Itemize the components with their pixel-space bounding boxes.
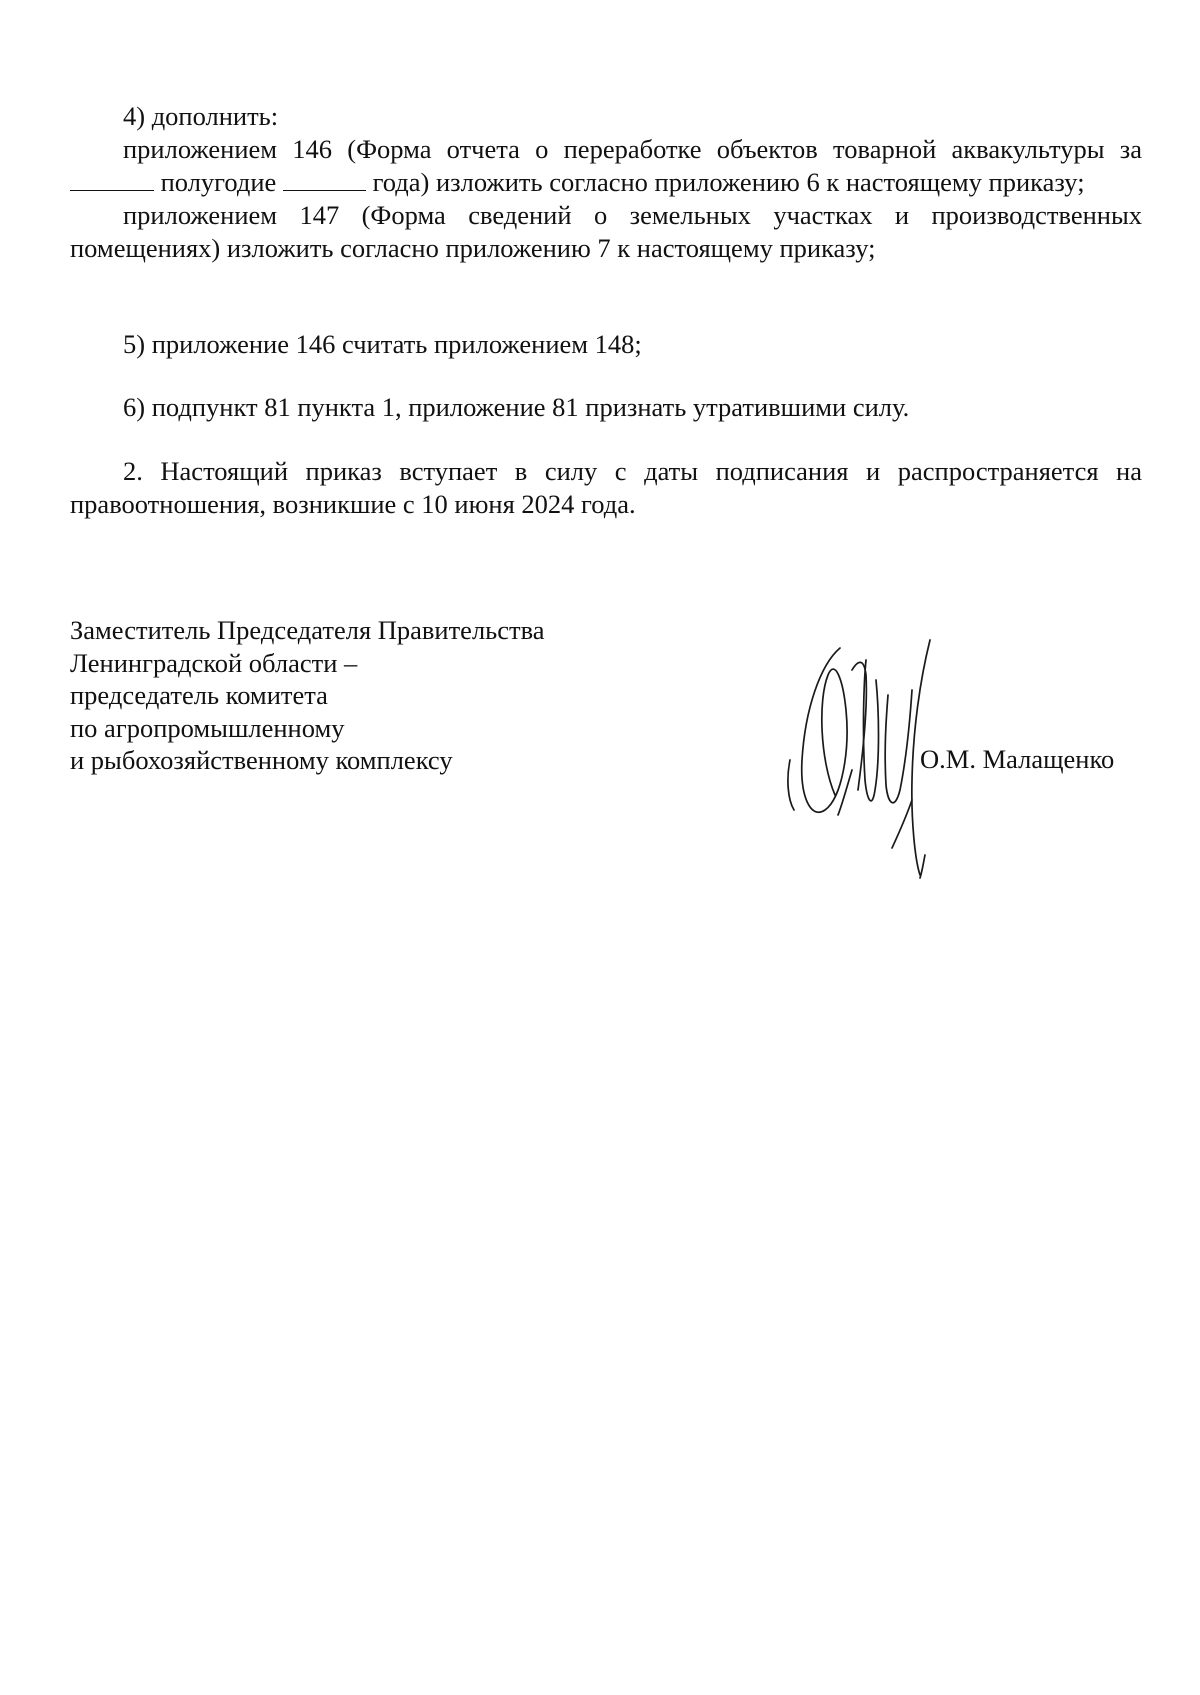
item-4 — [70, 100, 1142, 265]
item-4-appendix-147: приложением 147 (Форма сведений о земельных участках и производственных помещениях) изложить согласно приложению 7 к настоящему приказу; — [70, 200, 1142, 263]
position-line: и рыбохозяйственному комплексу — [70, 745, 453, 775]
position-line: по агропромышленному — [70, 712, 345, 743]
item-4-appendix-146: приложением 146 (Форма отчета о переработке объектов товарной аквакультуры за полугодие года) изложить согласно приложению 6 к настоящему приказу; — [70, 133, 1142, 199]
handwritten-signature — [780, 620, 970, 880]
blank-field — [283, 168, 366, 191]
position-line: председатель комитета — [70, 680, 328, 710]
blank-field — [70, 168, 154, 191]
signer-name: О.М. Малащенко — [920, 744, 1115, 774]
position-line: Заместитель Председателя Правительства — [70, 615, 545, 645]
signatory-position — [70, 614, 630, 777]
item-5: 5) приложение 146 считать приложением 148; — [123, 329, 642, 359]
position-line: Ленинградской области – — [70, 647, 358, 678]
clause-2: 2. Настоящий приказ вступает в силу с даты подписания и распространяется на правоотношения, возникшие с 10 июня 2024 года. — [70, 456, 1142, 519]
item-6: 6) подпункт 81 пункта 1, приложение 81 признать утратившими силу. — [123, 392, 910, 422]
item-4-title: 4) дополнить: — [123, 101, 279, 131]
